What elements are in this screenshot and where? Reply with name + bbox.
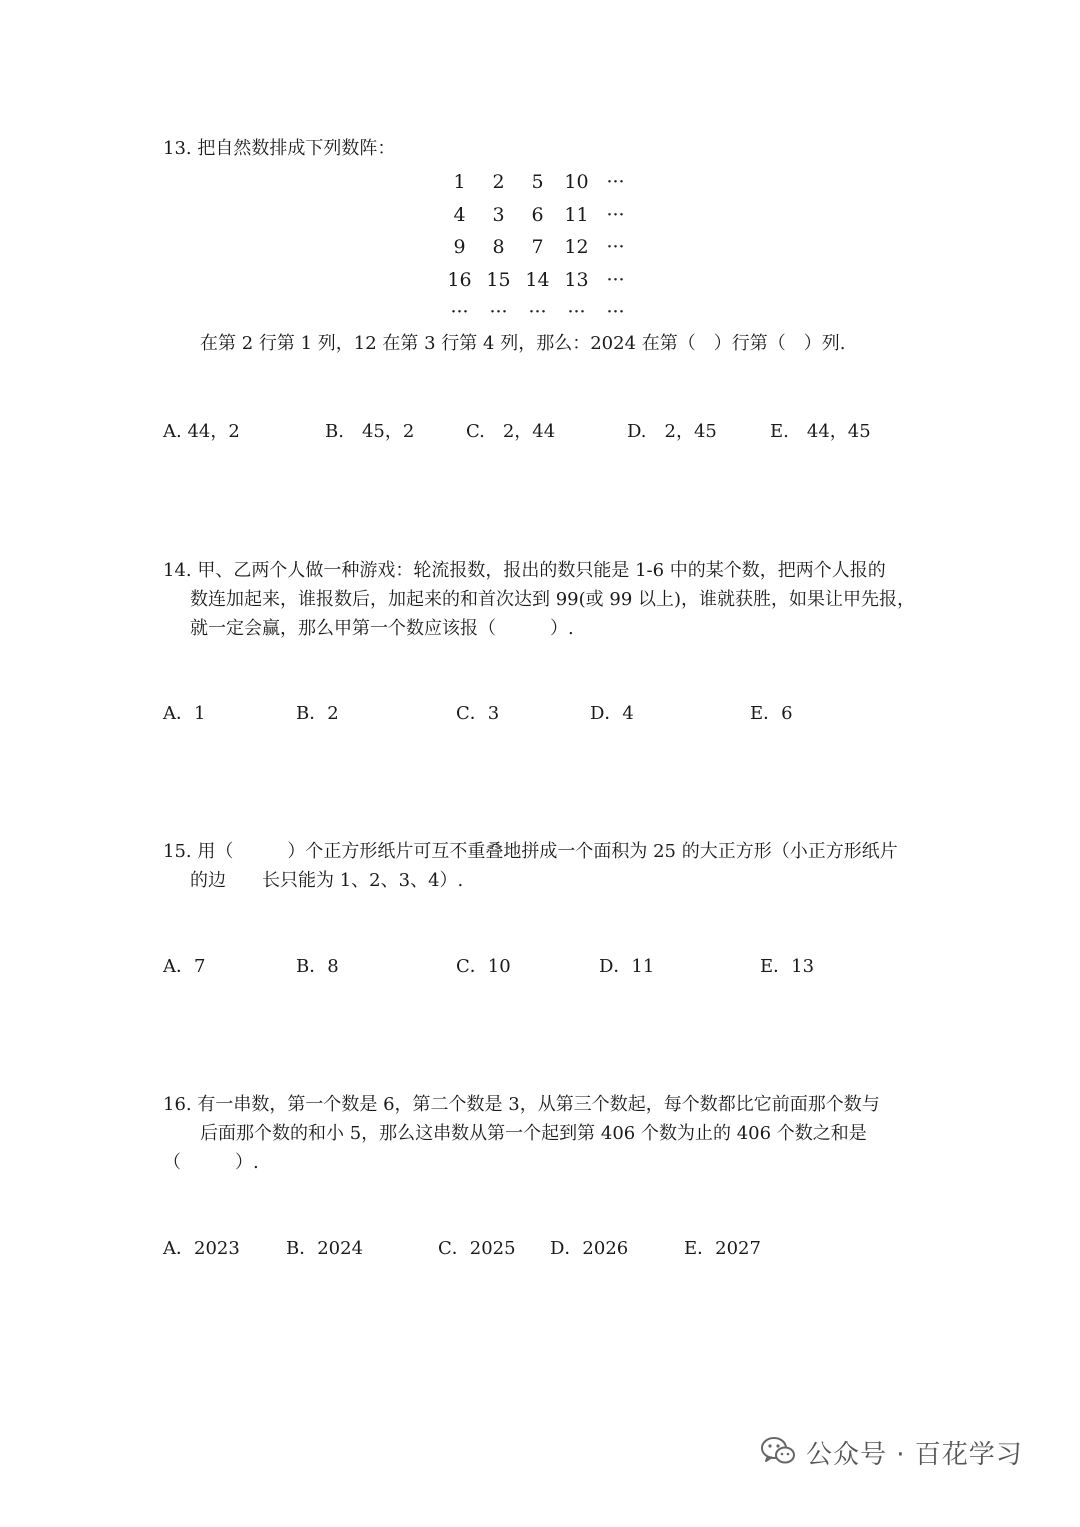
grid-cell: 2 [492,171,505,194]
grid-cell: ··· [606,171,625,194]
option-c[interactable]: C．10 [456,956,511,977]
option-e[interactable]: E．2027 [684,1238,761,1259]
grid-cell: 7 [531,236,544,259]
grid-cell: 6 [531,203,544,226]
grid-row [440,264,635,297]
grid-cell: ··· [606,268,625,291]
grid-cell: 9 [453,236,466,259]
q16-line-3: （ ）. [163,1152,259,1173]
grid-cell: 10 [564,171,589,194]
grid-cell: 15 [486,268,511,291]
option-c[interactable]: C．3 [456,703,500,724]
option-e[interactable]: E．13 [760,956,815,977]
option-d[interactable]: D. 2，45 [627,421,717,442]
option-c[interactable]: C. 2，44 [466,421,556,442]
option-b[interactable]: B．8 [296,956,339,977]
option-a[interactable]: A. 44，2 [163,421,240,442]
grid-cell: 1 [453,171,466,194]
option-b[interactable]: B．2024 [286,1238,364,1259]
grid-row [440,231,635,264]
watermark [760,1434,1023,1471]
grid-cell: 8 [492,236,505,259]
grid-row [440,296,635,329]
number-grid [440,166,635,329]
grid-cell: 12 [564,236,589,259]
option-b[interactable]: B. 45，2 [325,421,415,442]
option-a[interactable]: A．7 [163,956,206,977]
wechat-icon [760,1436,796,1470]
grid-cell: 4 [453,203,466,226]
grid-cell: 5 [531,171,544,194]
grid-cell: 13 [564,268,589,291]
grid-cell: 14 [525,268,550,291]
grid-cell: ··· [450,301,469,324]
watermark-text: 公众号 · 百花学习 [806,1440,1023,1470]
q16-line-1: 16. 有一串数，第一个数是 6，第二个数是 3，从第三个数起，每个数都比它前面那个数与 [163,1094,880,1115]
q16-line-2: 后面那个数的和小 5，那么这串数从第一个起到第 406 个数为止的 406 个数之和是 [200,1123,867,1144]
option-b[interactable]: B．2 [296,703,339,724]
grid-cell: ··· [606,301,625,324]
grid-cell: 11 [564,203,589,226]
q14-line-3: 就一定会赢，那么甲第一个数应该报（ ）. [190,618,574,639]
option-a[interactable]: A．2023 [163,1238,240,1259]
grid-row [440,199,635,232]
grid-cell: 3 [492,203,505,226]
option-a[interactable]: A．1 [163,703,206,724]
grid-cell: ··· [528,301,547,324]
q13-text: 在第 2 行第 1 列，12 在第 3 行第 4 列，那么：2024 在第（ ）行第（ ）列. [200,333,846,354]
q14-line-1: 14. 甲、乙两个人做一种游戏：轮流报数，报出的数只能是 1-6 中的某个数，把两个人报的 [163,560,886,581]
grid-cell: 16 [447,268,472,291]
q15-line-1: 15. 用（ ）个正方形纸片可互不重叠地拼成一个面积为 25 的大正方形（小正方形纸片 [163,841,898,862]
q15-line-2: 的边 长只能为 1、2、3、4）. [190,870,464,891]
grid-cell: ··· [606,236,625,259]
grid-cell: ··· [606,203,625,226]
option-e[interactable]: E．6 [750,703,793,724]
grid-cell: ··· [567,301,586,324]
grid-row [440,166,635,199]
grid-cell: ··· [489,301,508,324]
option-c[interactable]: C．2025 [438,1238,516,1259]
q13-title: 13. 把自然数排成下列数阵： [163,138,396,159]
option-d[interactable]: D．11 [599,956,655,977]
q14-line-2: 数连加起来，谁报数后，加起来的和首次达到 99(或 99 以上)，谁就获胜，如果让甲先报， [190,589,916,610]
option-d[interactable]: D．4 [590,703,634,724]
option-e[interactable]: E. 44，45 [770,421,871,442]
option-d[interactable]: D．2026 [550,1238,629,1259]
